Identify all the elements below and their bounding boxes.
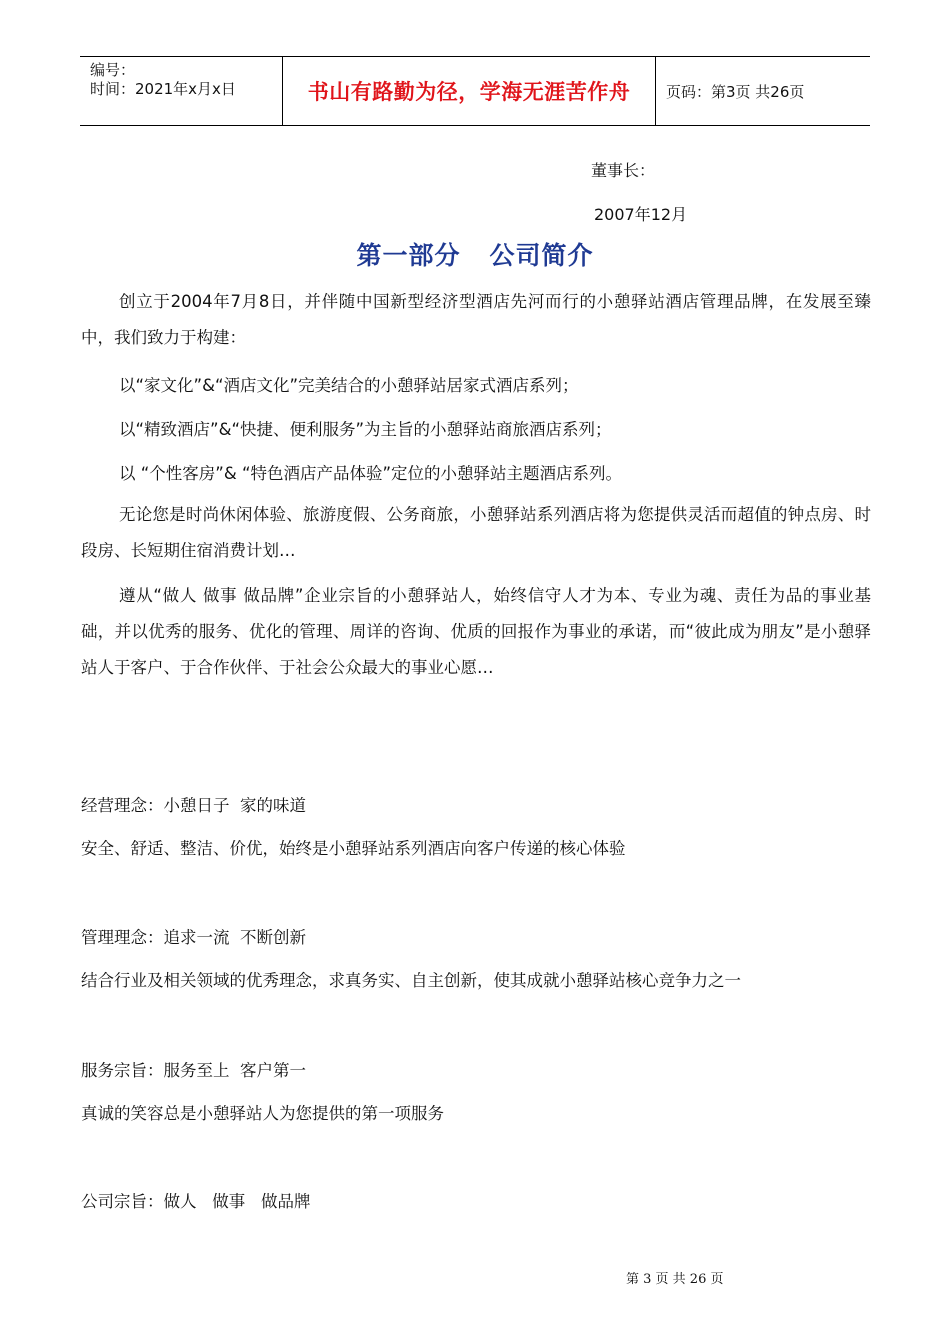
series-item-home: 以“家文化”&“酒店文化”完美结合的小憩驿站居家式酒店系列； [119,376,579,395]
header-meta [80,57,282,125]
page-header [80,56,870,126]
options-paragraph: 无论您是时尚休闲体验、旅游度假、公务商旅，小憩驿站系列酒店将为您提供灵活而超值的钟点房、时段房、长短期住宿消费计划… [81,505,871,560]
service-tenet-heading: 服务宗旨：服务至上 客户第一 [81,1061,306,1080]
management-concept-text: 结合行业及相关领域的优秀理念，求真务实、自主创新，使其成就小憩驿站核心竞争力之一 [81,971,741,990]
header-motto: 书山有路勤为径，学海无涯苦作舟 [282,57,656,125]
management-concept-heading: 管理理念：追求一流 不断创新 [81,928,306,947]
series-item-business: 以“精致酒店”&“快捷、便利服务”为主旨的小憩驿站商旅酒店系列； [119,420,612,439]
intro-paragraph: 创立于2004年7月8日，并伴随中国新型经济型酒店先河而行的小憩驿站酒店管理品牌，在发展至臻中，我们致力于构建： [81,292,871,347]
series-item-theme: 以 “个性客房”& “特色酒店产品体验”定位的小憩驿站主题酒店系列。 [119,464,623,483]
mission-paragraph: 遵从“做人 做事 做品牌”企业宗旨的小憩驿站人，始终信守人才为本、专业为魂、责任为品的事业基础，并以优秀的服务、优化的管理、周详的咨询、优质的回报作为事业的承诺，而“彼此成为朋友”是小憩驿站人于客户、于合作伙伴、于社会公众最大的事业心愿… [81,586,871,677]
document-number-label: 编号： [90,61,136,79]
page-footer: 第 3 页 共 26 页 [626,1272,724,1287]
section-title: 第一部分 公司简介 [356,241,594,270]
company-tenet-heading: 公司宗旨：做人 做事 做品牌 [81,1192,311,1211]
operation-concept-heading: 经营理念：小憩日子 家的味道 [81,796,306,815]
signer-label: 董事长： [591,161,656,180]
operation-concept-text: 安全、舒适、整洁、价优，始终是小憩驿站系列酒店向客户传递的核心体验 [81,839,626,858]
signature-date: 2007年12月 [594,205,688,224]
service-tenet-text: 真诚的笑容总是小憩驿站人为您提供的第一项服务 [81,1104,444,1123]
header-page-info: 页码：第3页 共26页 [666,82,805,101]
document-time-label: 时间：2021年x月x日 [90,80,236,98]
